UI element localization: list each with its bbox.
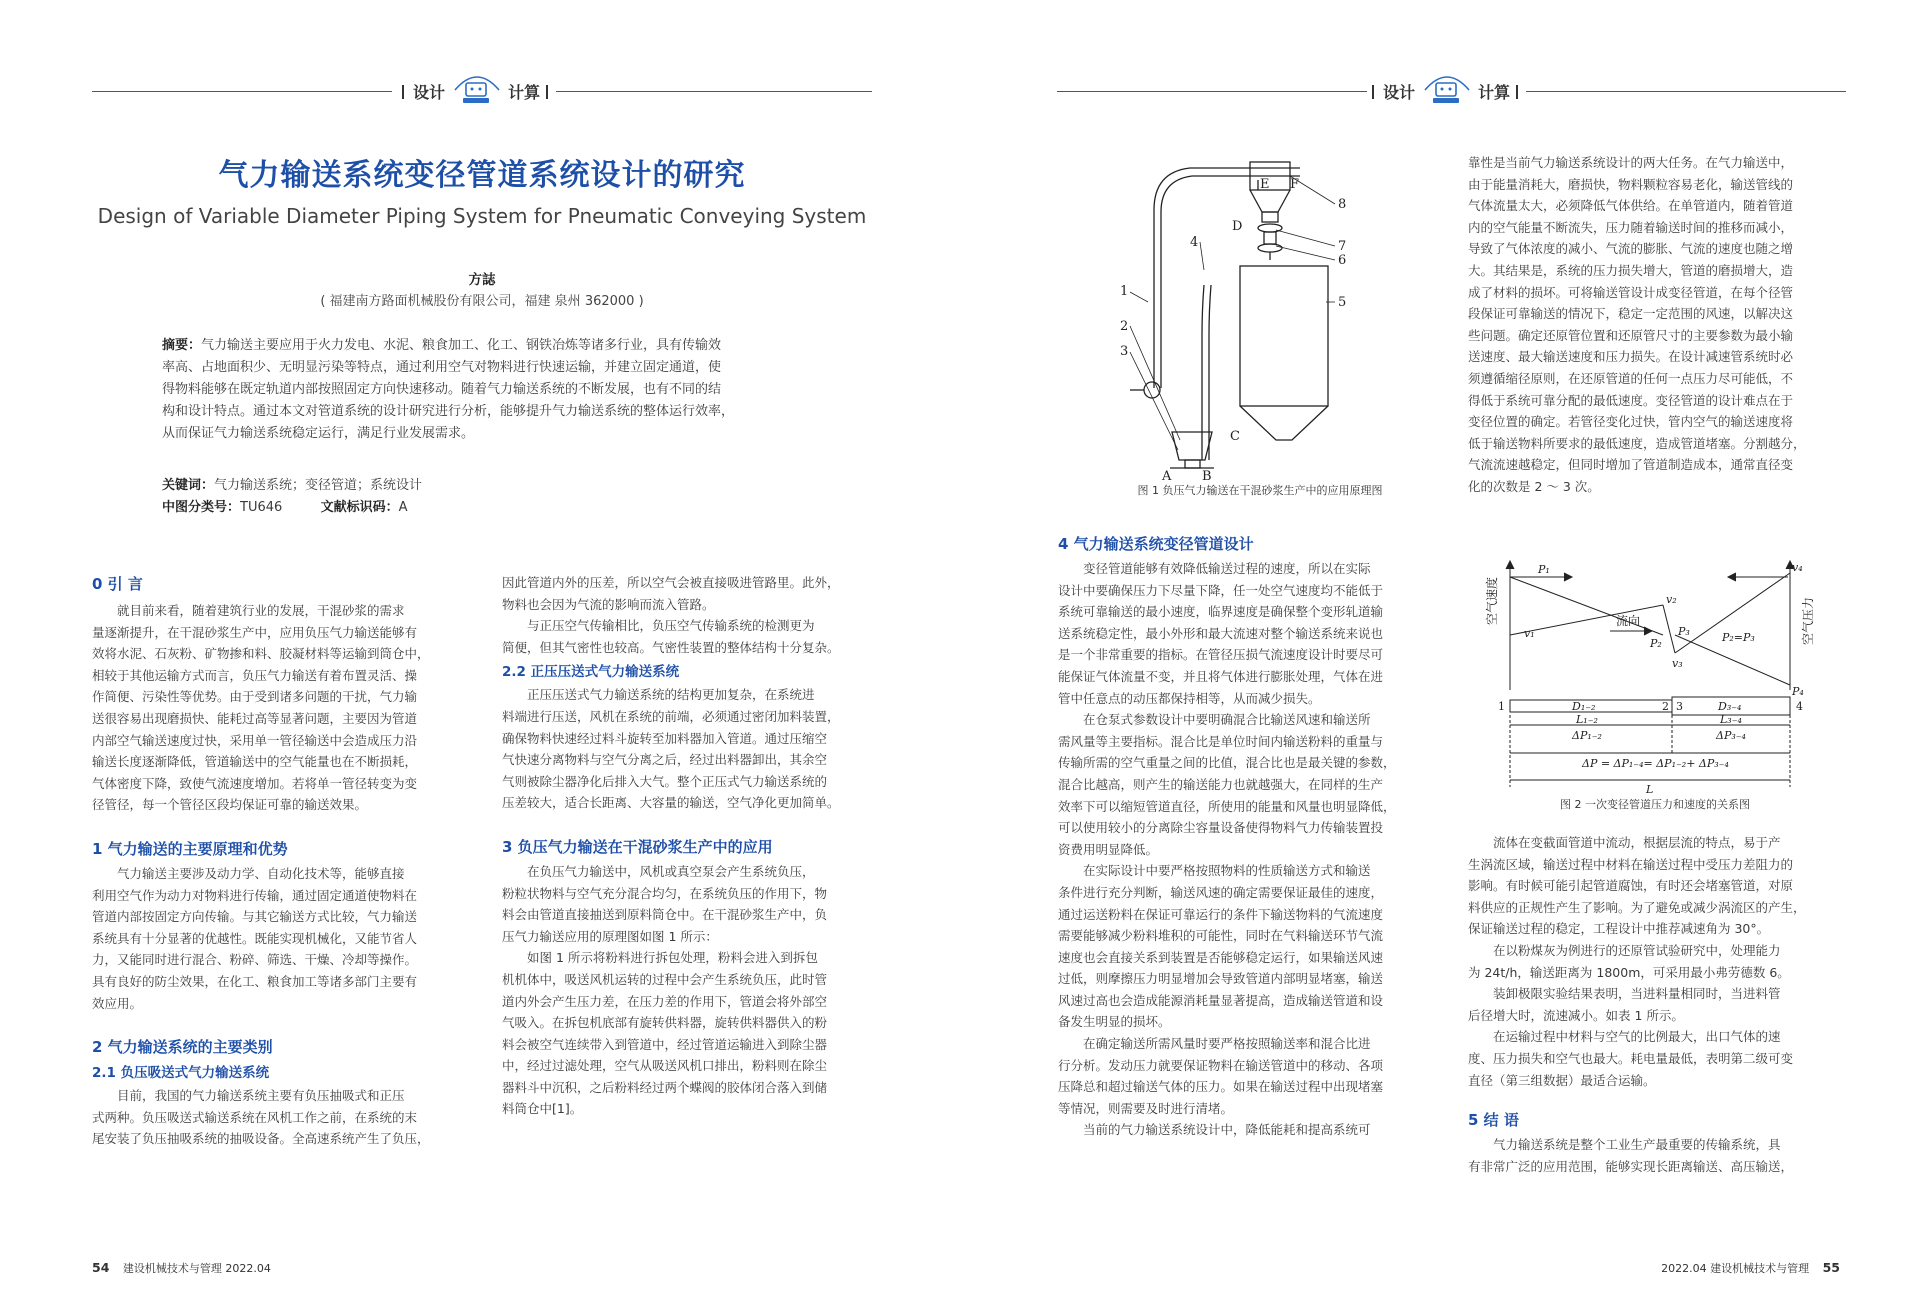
text-line: 变径位置的确定。若管径变化过快，管内空气的输送速度将	[1468, 414, 1794, 430]
text-line: 径管径，每一个管径区段均保证可靠的输送效果。	[92, 797, 368, 813]
column-4-lower-body	[1468, 832, 1840, 1091]
text-line: 正压压送式气力输送系统的结构更加复杂，在系统进	[527, 687, 815, 703]
abstract	[162, 335, 822, 445]
text-line: 如图 1 所示将粉料进行拆包处理，粉料会进入到拆包	[527, 950, 818, 966]
text-line: 气力输送主要涉及动力学、自动化技术等，能够直接	[117, 865, 405, 881]
keywords-block	[162, 475, 422, 519]
left-footer-journal: 建设机械技术与管理 2022.04	[122, 1262, 271, 1275]
fig2-ylabel-left: 空气速度	[1485, 576, 1499, 625]
text-line: 作简便、污染性等优势。由于受到诸多问题的干扰，气力输	[92, 689, 418, 705]
text-line: 送系统稳定性，最小外形和最大流速对整个输送系统来说也	[1058, 625, 1384, 641]
text-line: 速度也会直接关系到装置是否能够稳定运行，如果输送风速	[1058, 949, 1384, 965]
fig1-label-D: D	[1232, 219, 1243, 234]
column-2-intro	[502, 572, 874, 658]
fig2-v1: v₁	[1524, 627, 1535, 640]
fig2-l12: L₁₋₂	[1576, 713, 1598, 726]
fig1-label-7: 7	[1338, 239, 1347, 254]
fig2-p1: P₁	[1538, 563, 1550, 576]
right-page-number: 55	[1822, 1260, 1840, 1275]
fig1-label-2: 2	[1120, 319, 1129, 334]
doc-code-value: A	[398, 500, 408, 515]
text-line: 气快速分离物料与空气分离之后，经过出料器卸出，其余空	[502, 752, 828, 768]
text-line: 系统可靠输送的最小速度，临界速度是确保整个变形轧道输	[1058, 604, 1384, 620]
fig2-dp12: ΔP₁₋₂	[1572, 729, 1602, 742]
fig2-p3: P₃	[1678, 625, 1690, 638]
text-line: 条件进行充分判断，输送风速的确定需要保证最佳的速度，	[1058, 884, 1384, 900]
doc-code-label: 文献标识码：	[320, 500, 399, 515]
text-line: 效将水泥、石灰粉、矿物掺和料、胶凝材料等运输到筒仓中，	[92, 646, 430, 662]
keywords-label: 关键词：	[162, 478, 215, 493]
text-line: 道内外会产生压力差，在压力差的作用下，管道会将外部空	[502, 993, 828, 1009]
fig2-dp34: ΔP₃₋₄	[1716, 729, 1746, 742]
text-line: 气则被除尘器净化后排入大气。整个正压式气力输送系统的	[502, 773, 828, 789]
text-line: 装卸极限实验结果表明，当进料量相同时，当进料管	[1493, 986, 1781, 1002]
text-line: 粉粒状物料与空气充分混合均匀，在系统负压的作用下，物	[502, 885, 828, 901]
fig2-flow-label: 流向	[1616, 614, 1641, 628]
fig1-label-5: 5	[1338, 295, 1347, 310]
right-footer	[1661, 1260, 1840, 1276]
section-2-1-body	[92, 1085, 464, 1150]
fig2-v3: v₃	[1672, 657, 1683, 670]
fig2-d34: D₃₋₄	[1718, 700, 1742, 713]
text-line: 确保物料快速经过料斗旋转至加料器加入管道。通过压缩空	[502, 730, 828, 746]
figure-2-caption: 图 2 一次变径管道压力和速度的关系图	[1560, 798, 1750, 811]
text-line: 些问题。确定还原管位置和还原管尺寸的主要参数为最小输	[1468, 327, 1794, 343]
text-line: 具有良好的防尘效果，在化工、粮食加工等诸多部门主要有	[92, 973, 418, 989]
text-line: 气体流量太大，必须降低气体供给。在单管道内，随着管道	[1468, 198, 1794, 214]
column-4	[1468, 152, 1840, 498]
fig1-label-3: 3	[1120, 344, 1129, 359]
text-line: 压气力输送应用的原理图如图 1 所示：	[502, 928, 718, 944]
text-line: 力，又能同时进行混合、粉碎、筛选、干燥、冷却等操作。	[92, 952, 418, 968]
fig2-node-3: 3	[1676, 700, 1683, 713]
section-0-body	[92, 600, 464, 816]
header-calc-label: 计算	[508, 83, 541, 102]
text-line: 在实际设计中要严格按照物料的性质输送方式和输送	[1083, 863, 1371, 879]
text-line: 能保证气体流量不变，并且将气体进行膨胀处理，气体在进	[1058, 668, 1384, 684]
abstract-line: 气力输送主要应用于火力发电、水泥、粮食加工、化工、钢铁冶炼等诸多行业，具有传输效	[201, 338, 722, 353]
fig1-label-8: 8	[1338, 197, 1347, 212]
text-line: 输送长度逐渐降低，管道输送中的空气能量也在不断损耗，	[92, 754, 418, 770]
fig2-p4: P₄	[1792, 685, 1804, 698]
text-line: 化的次数是 2 ～ 3 次。	[1468, 478, 1600, 494]
text-line: 可以使用较小的分离除尘容量设备使得物料气力传输装置投	[1058, 820, 1384, 836]
text-line: 送很容易出现磨损快、能耗过高等显著问题，主要因为管道	[92, 710, 418, 726]
text-line: 相较于其他运输方式而言，负压气力输送有着布置灵活、操	[92, 667, 418, 683]
text-line: 影响。有时候可能引起管道腐蚀，有时还会堵塞管道，对原	[1468, 878, 1794, 894]
text-line: 因此管道内外的压差，所以空气会被直接吸进管路里。此外，	[502, 575, 840, 590]
text-line: 风速过高也会造成能源消耗量显著提高，造成输送管道和设	[1058, 992, 1384, 1008]
text-line: 与正压空气传输相比，负压空气传输系统的检测更为	[527, 618, 815, 634]
section-2-1-heading: 2.1 负压吸送式气力输送系统	[92, 1065, 270, 1082]
text-line: 在确定输送所需风量时要严格按照输送率和混合比进	[1083, 1036, 1371, 1052]
text-line: 是一个非常重要的指标。在管径压损气流速度设计时要尽可	[1058, 647, 1384, 663]
text-line: 送速度、最大输送速度和压力损失。在设计减速管系统时必	[1468, 349, 1794, 365]
fig2-node-4: 4	[1796, 700, 1803, 713]
article-title-en: Design of Variable Diameter Piping System for Pneumatic Conveying System	[97, 204, 867, 228]
text-line: 气力输送系统是整个工业生产最重要的传输系统，具	[1493, 1137, 1781, 1153]
text-line: 目前，我国的气力输送系统主要有负压抽吸式和正压	[117, 1088, 405, 1104]
text-line: 行分析。发动压力就要保证物料在输送管道中的移动、各项	[1058, 1057, 1384, 1073]
fig1-label-6: 6	[1338, 253, 1347, 268]
text-line: 内的空气能量不断流失，压力随着输送时间的推移而减小，	[1468, 219, 1794, 235]
clc-label: 中图分类号：	[162, 500, 241, 515]
text-line: 中，经过过滤处理，空气从吸送风机口排出，粉料则在除尘	[502, 1058, 828, 1074]
text-line: 过低，则摩擦压力明显增加会导致管道内部明显堵塞，输送	[1058, 971, 1384, 987]
text-line: 大。其结果是，系统的压力损失增大，管道的磨损增大，造	[1468, 262, 1794, 278]
section-4-heading: 4 气力输送系统变径管道设计	[1058, 535, 1254, 553]
text-line: 变径管道能够有效降低输送过程的速度，所以在实际	[1083, 561, 1371, 576]
text-line: 气体密度下降，致使气流速度增加。若将单一管径转变为变	[92, 775, 418, 791]
figure-1-diagram	[1090, 150, 1420, 480]
text-line: 直径（第三组数据）最适合运输。	[1468, 1072, 1656, 1088]
fig2-p23: P₂=P₃	[1722, 631, 1755, 644]
text-line: 成了材料的损坏。可将输送管设计成变径管道，在每个径管	[1468, 284, 1794, 300]
fig2-equation: ΔP = ΔP₁₋₄= ΔP₁₋₂+ ΔP₃₋₄	[1582, 757, 1729, 770]
text-line: 需风量等主要指标。混合比是单位时间内输送粉料的重量与	[1058, 733, 1384, 749]
text-line: 导致了气体浓度的减小、气流的膨胀、气流的速度也随之增	[1468, 241, 1794, 257]
abstract-line: 构和设计特点。通过本文对管道系统的设计研究进行分析，能够提升气力输送系统的整体运行效率，	[162, 404, 735, 419]
text-line: 料筒仓中[1]。	[502, 1101, 583, 1117]
text-line: 传输所需的空气重量之间的比值，混合比也是最关键的参数，	[1058, 755, 1396, 771]
text-line: 效率下可以缩短管道直径，所使用的能量和风量也明显降低，	[1058, 798, 1396, 814]
left-footer	[92, 1260, 271, 1276]
text-line: 就目前来看，随着建筑行业的发展，干混砂浆的需求	[117, 603, 405, 618]
text-line: 式两种。负压吸送式输送系统在风机工作之前，在系统的末	[92, 1109, 418, 1125]
fig2-node-2: 2	[1662, 700, 1669, 713]
text-line: 保证输送过程的稳定，工程设计中推荐减速角为 30°。	[1468, 921, 1770, 937]
section-3-body	[502, 861, 874, 1120]
column-3	[1058, 533, 1430, 1141]
text-line: 气吸入。在拆包机底部有旋转供料器，旋转供料器供入的粉	[502, 1015, 828, 1031]
right-footer-journal: 2022.04 建设机械技术与管理	[1661, 1262, 1810, 1275]
section-1-heading: 1 气力输送的主要原理和优势	[92, 839, 288, 858]
text-line: 料会由管道直接抽送到原料筒仓中。在干混砂浆生产中，负	[502, 907, 828, 923]
fig2-L: L	[1646, 783, 1654, 796]
fig2-v4: v₄	[1792, 561, 1803, 574]
keywords-value: 气力输送系统；变径管道；系统设计	[214, 478, 423, 493]
clc-value: TU646	[240, 500, 283, 515]
text-line: 有非常广泛的应用范围，能够实现长距离输送、高压输送，	[1468, 1158, 1794, 1174]
text-line: 度、压力损失和空气也最大。耗电量最低，表明第二级可变	[1468, 1050, 1794, 1066]
fig1-label-E: E	[1260, 177, 1270, 192]
text-line: 靠性是当前气力输送系统设计的两大任务。在气力输送中，	[1468, 155, 1794, 170]
text-line: 尾安装了负压抽吸系统的抽吸设备。全高速系统产生了负压，	[92, 1131, 430, 1147]
author: 方誌	[468, 272, 496, 288]
text-line: 管道内部按固定方向传输。与其它输送方式比较，气力输送	[92, 909, 418, 925]
text-line: 在仓泵式参数设计中要明确混合比输送风速和输送所	[1083, 712, 1371, 728]
text-line: 低于输送物料所要求的最低速度，造成管道堵塞。分割越分，	[1468, 435, 1806, 451]
fig2-v2: v₂	[1666, 593, 1677, 606]
text-line: 利用空气作为动力对物料进行传输，通过固定通道使物料在	[92, 887, 418, 903]
text-line: 备发生明显的损坏。	[1058, 1014, 1171, 1030]
section-0-heading: 0 引 言	[92, 575, 143, 593]
text-line: 须遵循缩径原则，在还原管道的任何一点压力尽可能低，不	[1468, 370, 1794, 386]
text-line: 混合比越高，则产生的输送能力也就越强大，在同样的生产	[1058, 776, 1384, 792]
column-4-lower	[1468, 832, 1840, 1177]
fig1-label-4: 4	[1190, 235, 1199, 250]
header-calc-label-right: 计算	[1478, 83, 1511, 102]
section-5-heading: 5 结 语	[1468, 1111, 1519, 1130]
text-line: 由于能量消耗大，磨损快，物料颗粒容易老化，输送管线的	[1468, 176, 1794, 192]
text-line: 生涡流区域，输送过程中材料在输送过程中受压力差阻力的	[1468, 856, 1794, 872]
text-line: 管中任意点的动压都保持相等，从而减少损失。	[1058, 690, 1321, 706]
text-line: 当前的气力输送系统设计中，降低能耗和提高系统可	[1083, 1122, 1371, 1138]
section-4-body	[1058, 558, 1430, 1141]
text-line: 为 24t/h，输送距离为 1800m，可采用最小弗劳德数 6。	[1468, 964, 1790, 980]
column-4-intro	[1468, 152, 1840, 498]
article-title: 气力输送系统变径管道系统设计的研究	[218, 158, 746, 193]
text-line: 等情况，则需要及时进行清堵。	[1058, 1100, 1234, 1116]
column-2	[502, 572, 874, 1120]
fig2-d12: D₁₋₂	[1572, 700, 1596, 713]
abstract-line: 得物料能够在既定轨道内部按照固定方向快速移动。随着气力输送系统的不断发展，也有不同的结	[162, 382, 722, 397]
fig1-label-1: 1	[1120, 284, 1129, 299]
text-line: 系统具有十分显著的优越性。既能实现机械化，又能节省人	[92, 930, 418, 946]
text-line: 段保证可靠输送的情况下，稳定一定范围的风速，以解决这	[1468, 306, 1794, 322]
section-1-body	[92, 863, 464, 1014]
text-line: 压降总和超过输送气体的压力。如果在输送过程中出现堵塞	[1058, 1079, 1384, 1095]
abstract-label: 摘要：	[162, 338, 202, 353]
figure-1-caption: 图 1 负压气力输送在干混砂浆生产中的应用原理图	[1137, 484, 1383, 497]
left-page-number: 54	[92, 1260, 110, 1275]
abstract-line: 率高、占地面积少、无明显污染等特点，通过利用空气对物料进行快速运输，并建立固定通道，使	[162, 360, 722, 375]
fig1-label-B: B	[1202, 469, 1212, 480]
text-line: 在运输过程中材料与空气的比例最大，出口气体的速	[1493, 1029, 1781, 1045]
fig1-label-F: F	[1290, 177, 1300, 192]
text-line: 得低于系统可靠分配的最低速度。变径管道的设计难点在于	[1468, 392, 1794, 408]
text-line: 压差较大，适合长距离、大容量的输送，空气净化更加简单。	[502, 795, 840, 811]
fig1-label-C: C	[1230, 429, 1240, 444]
calculator-logo-icon-right	[1422, 68, 1472, 108]
text-line: 在以粉煤灰为例进行的还原管试验研究中，处理能力	[1493, 942, 1781, 958]
text-line: 简便，但其气密性也较高。气密性装置的整体结构十分复杂。	[502, 639, 840, 655]
text-line: 机机体中，吸送风机运转的过程中会产生系统负压，此时管	[502, 971, 828, 987]
text-line: 气流流速越稳定，但同时增加了管道制造成本，通常直径变	[1468, 457, 1794, 473]
section-2-2-body	[502, 684, 874, 814]
text-line: 资费用明显降低。	[1058, 841, 1159, 857]
fig1-label-A: A	[1162, 469, 1172, 480]
section-3-heading: 3 负压气力输送在干混砂浆生产中的应用	[502, 837, 773, 856]
text-line: 料端进行压送，风机在系统的前端，必须通过密闭加料装置，	[502, 708, 840, 724]
fig2-node-1: 1	[1498, 700, 1505, 713]
text-line: 量逐渐提升，在干混砂浆生产中，应用负压气力输送能够有	[92, 624, 418, 640]
text-line: 设计中要确保压力下尽量下降，任一处空气速度均不能低于	[1058, 582, 1384, 598]
figure-2-diagram	[1485, 555, 1820, 796]
section-5-body	[1468, 1134, 1840, 1177]
header-design-label: 设计	[413, 83, 446, 102]
fig2-l34: L₃₋₄	[1720, 713, 1742, 726]
text-line: 需要能够减少粉料堆积的可能性，同时在气料输送环节气流	[1058, 928, 1384, 944]
text-line: 器料斗中沉积，之后粉料经过两个蝶阀的胶体闭合落入到储	[502, 1079, 828, 1095]
text-line: 在负压气力输送中，风机或真空泵会产生系统负压，	[527, 863, 815, 879]
text-line: 料供应的正规性产生了影响。为了避免或减少涡流区的产生，	[1468, 899, 1806, 915]
text-line: 物料也会因为气流的影响而流入管路。	[502, 596, 715, 612]
fig2-ylabel-right: 空气压力	[1801, 596, 1815, 645]
text-line: 后径增大时，流速减小。如表 1 所示。	[1468, 1007, 1684, 1023]
affiliation: ( 福建南方路面机械股份有限公司，福建 泉州 362000 )	[320, 294, 644, 309]
text-line: 效应用。	[92, 995, 143, 1011]
header-design-label-right: 设计	[1383, 83, 1416, 102]
abstract-line: 从而保证气力输送系统稳定运行，满足行业发展需求。	[162, 426, 475, 441]
text-line: 流体在变截面管道中流动，根据层流的特点，易于产	[1493, 835, 1781, 850]
fig2-p2: P₂	[1650, 637, 1662, 650]
text-line: 内部空气输送速度过快，采用单一管径输送中会造成压力沿	[92, 732, 418, 748]
column-1	[92, 573, 464, 1150]
section-2-2-heading: 2.2 正压压送式气力输送系统	[502, 664, 680, 681]
calculator-logo-icon	[452, 68, 502, 108]
text-line: 料会被空气连续带入到管道中，经过管道运输进入到除尘器	[502, 1036, 828, 1052]
text-line: 通过运送粉料在保证可靠运行的条件下输送物料的气流速度	[1058, 906, 1384, 922]
section-2-heading: 2 气力输送系统的主要类别	[92, 1038, 273, 1057]
